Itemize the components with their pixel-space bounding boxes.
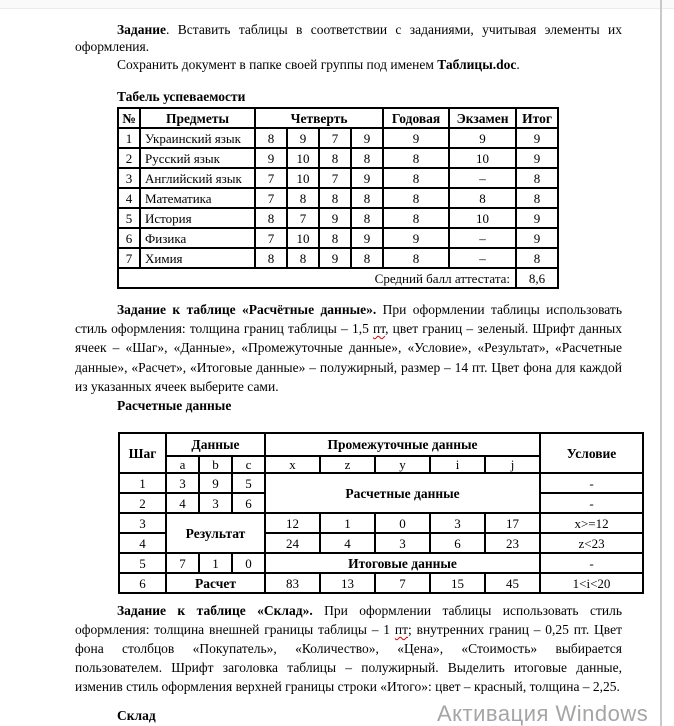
subcolumn-header-c: c bbox=[232, 456, 265, 473]
grade-cell: 7 bbox=[287, 208, 319, 228]
grade-cell: 8 bbox=[351, 248, 383, 268]
data-cell: 7 bbox=[166, 553, 199, 573]
grade-cell: 8 bbox=[383, 188, 449, 208]
table-row bbox=[118, 168, 558, 188]
grade-cell: 8 bbox=[383, 248, 449, 268]
table-row bbox=[118, 208, 558, 228]
calc-task-body-2: , цвет границ – зеленый. Шрифт данных ячеек – «Шаг», «Данные», «Промежуточные данные», «Условие», «Результат», «Расчетные данные», «Расчет», «Итоговые данные» – полужирный, размер – 14 пт. Цвет фона для каждой из указанных ячеек выберите сами. bbox=[75, 321, 622, 394]
grade-cell: 9 bbox=[516, 148, 558, 168]
row-number-cell: 4 bbox=[118, 188, 140, 208]
grade-cell: 8 bbox=[449, 188, 516, 208]
subject-cell: Математика bbox=[140, 188, 255, 208]
table-row bbox=[119, 573, 643, 593]
subject-cell: Украинский язык bbox=[140, 128, 255, 148]
column-header-total: Итог bbox=[516, 108, 558, 128]
subcolumn-header-x: x bbox=[265, 456, 320, 473]
sklad-task-paragraph bbox=[75, 602, 622, 697]
subject-cell: Химия bbox=[140, 248, 255, 268]
subject-cell: Английский язык bbox=[140, 168, 255, 188]
grade-cell: 8 bbox=[319, 188, 351, 208]
data-cell: 4 bbox=[166, 493, 199, 513]
calc-task-lead: Задание к таблице «Расчётные данные». bbox=[117, 302, 377, 317]
condition-cell: - bbox=[540, 473, 643, 493]
sklad-task-body-2: ; внутренних границ – 0,25 пт. Цвет фона столбцов «Покупатель», «Количество», «Цена», «Стоимость» выбирается пользователем. Шрифт заголовка таблицы – полужирный. Выделить итоговые данные, изменив стиль оформления верхней границы строки «Итого»: цвет – красный, толщина – 2,25. bbox=[75, 621, 622, 694]
sklad-task-lead: Задание к таблице «Склад». bbox=[117, 603, 313, 618]
column-header-number: № bbox=[118, 108, 140, 128]
data-cell: 6 bbox=[430, 533, 485, 553]
table-row bbox=[119, 553, 643, 573]
condition-cell: x>=12 bbox=[540, 513, 643, 533]
windows-activation-watermark: Активация Windows bbox=[437, 701, 649, 726]
grade-cell: 10 bbox=[287, 228, 319, 248]
grade-cell: 10 bbox=[449, 148, 516, 168]
data-cell: 15 bbox=[430, 573, 485, 593]
data-cell: 9 bbox=[199, 473, 232, 493]
grade-cell: – bbox=[449, 248, 516, 268]
spellcheck-word: пт bbox=[394, 621, 408, 637]
save-paragraph bbox=[75, 56, 622, 73]
grade-cell: 7 bbox=[255, 168, 287, 188]
subject-cell: История bbox=[140, 208, 255, 228]
grade-cell: – bbox=[449, 168, 516, 188]
calc-table-title: Расчетные данные bbox=[117, 398, 232, 413]
table-row bbox=[118, 228, 558, 248]
grade-cell: 10 bbox=[287, 168, 319, 188]
subject-cell: Физика bbox=[140, 228, 255, 248]
data-cell: 23 bbox=[485, 533, 540, 553]
condition-cell: z<23 bbox=[540, 533, 643, 553]
column-header-condition: Условие bbox=[540, 433, 643, 473]
data-cell: 1 bbox=[320, 513, 375, 533]
condition-cell: - bbox=[540, 493, 643, 513]
task-paragraph-body: . Вставить таблицы в соответствии с заданиями, учитывая элементы их оформления. bbox=[75, 22, 622, 54]
data-cell: 0 bbox=[232, 553, 265, 573]
step-cell: 1 bbox=[119, 473, 166, 493]
task-paragraph bbox=[75, 21, 622, 55]
grade-cell: 9 bbox=[319, 248, 351, 268]
data-cell: 12 bbox=[265, 513, 320, 533]
grade-cell: 8 bbox=[319, 228, 351, 248]
calc-task-body-1: При оформлении таблицы использовать стиль оформления: толщина границ таблицы – 1,5 bbox=[75, 302, 622, 337]
subject-cell: Русский язык bbox=[140, 148, 255, 168]
row-number-cell: 2 bbox=[118, 148, 140, 168]
grade-cell: 8 bbox=[255, 128, 287, 148]
calc-table bbox=[118, 432, 644, 594]
subcolumn-header-y: y bbox=[375, 456, 430, 473]
subcolumn-header-b: b bbox=[199, 456, 232, 473]
column-header-subjects: Предметы bbox=[140, 108, 255, 128]
sklad-task-body-1: При оформлении таблицы использовать стиль оформления: толщина внешней границы таблицы – 1 bbox=[75, 603, 622, 637]
grade-cell: 9 bbox=[516, 228, 558, 248]
data-cell: 3 bbox=[375, 533, 430, 553]
task-paragraph-lead: Задание bbox=[117, 22, 167, 37]
sklad-table-title: Склад bbox=[117, 708, 156, 723]
grade-cell: 10 bbox=[449, 208, 516, 228]
grade-cell: 8 bbox=[383, 148, 449, 168]
data-cell: 5 bbox=[232, 473, 265, 493]
condition-cell: 1<i<20 bbox=[540, 573, 643, 593]
grade-cell: 7 bbox=[255, 228, 287, 248]
data-cell: 13 bbox=[320, 573, 375, 593]
row-number-cell: 7 bbox=[118, 248, 140, 268]
grade-cell: 8 bbox=[255, 248, 287, 268]
table-row bbox=[118, 248, 558, 268]
grade-cell: 9 bbox=[516, 128, 558, 148]
table-row bbox=[118, 128, 558, 148]
spellcheck-word: пт bbox=[373, 321, 386, 337]
step-cell: 4 bbox=[119, 533, 166, 553]
grade-cell: 8 bbox=[351, 208, 383, 228]
page-right-edge bbox=[660, 0, 662, 726]
grades-table bbox=[117, 107, 559, 289]
grade-cell: 9 bbox=[383, 128, 449, 148]
data-cell: 3 bbox=[430, 513, 485, 533]
data-cell: 3 bbox=[199, 493, 232, 513]
column-header-exam: Экзамен bbox=[449, 108, 516, 128]
step-cell: 3 bbox=[119, 513, 166, 533]
grade-cell: 7 bbox=[319, 128, 351, 148]
average-value: 8,6 bbox=[516, 268, 558, 288]
average-label: Средний балл аттестата: bbox=[118, 268, 516, 288]
grade-cell: 9 bbox=[351, 228, 383, 248]
data-cell: 17 bbox=[485, 513, 540, 533]
grade-cell: 10 bbox=[287, 148, 319, 168]
grade-cell: 8 bbox=[351, 148, 383, 168]
column-header-step: Шаг bbox=[119, 433, 166, 473]
subcolumn-header-a: a bbox=[166, 456, 199, 473]
data-cell: 6 bbox=[232, 493, 265, 513]
grade-cell: 8 bbox=[516, 248, 558, 268]
column-header-quarter: Четверть bbox=[255, 108, 383, 128]
data-cell: 83 bbox=[265, 573, 320, 593]
grade-cell: 8 bbox=[516, 188, 558, 208]
grades-header-row bbox=[118, 108, 558, 128]
data-cell: 4 bbox=[320, 533, 375, 553]
row-number-cell: 5 bbox=[118, 208, 140, 228]
grade-cell: 8 bbox=[383, 168, 449, 188]
grade-cell: 9 bbox=[449, 128, 516, 148]
merged-section-cell: Расчет bbox=[166, 573, 265, 593]
grade-cell: 9 bbox=[255, 148, 287, 168]
subcolumn-header-z: z bbox=[320, 456, 375, 473]
grades-footer-row bbox=[118, 268, 558, 288]
column-header-intermediate: Промежуточные данные bbox=[265, 433, 540, 456]
grade-cell: 9 bbox=[383, 228, 449, 248]
step-cell: 5 bbox=[119, 553, 166, 573]
grade-cell: 9 bbox=[351, 168, 383, 188]
step-cell: 2 bbox=[119, 493, 166, 513]
table-row bbox=[118, 188, 558, 208]
grade-cell: 8 bbox=[351, 188, 383, 208]
data-cell: 45 bbox=[485, 573, 540, 593]
row-number-cell: 3 bbox=[118, 168, 140, 188]
save-paragraph-pre: Сохранить документ в папке своей группы под именем bbox=[117, 57, 438, 72]
grade-cell: 8 bbox=[383, 208, 449, 228]
save-filename: Таблицы.doc bbox=[437, 57, 517, 72]
step-cell: 6 bbox=[119, 573, 166, 593]
data-cell: 3 bbox=[166, 473, 199, 493]
row-number-cell: 1 bbox=[118, 128, 140, 148]
calc-task-paragraph bbox=[75, 300, 622, 396]
grade-cell: 7 bbox=[319, 168, 351, 188]
grade-cell: – bbox=[449, 228, 516, 248]
merged-section-cell: Итоговые данные bbox=[265, 553, 540, 573]
condition-cell: - bbox=[540, 553, 643, 573]
data-cell: 0 bbox=[375, 513, 430, 533]
save-paragraph-post: . bbox=[516, 57, 520, 72]
merged-section-cell: Результат bbox=[166, 513, 265, 553]
grade-cell: 9 bbox=[319, 208, 351, 228]
grade-cell: 8 bbox=[319, 148, 351, 168]
column-header-year: Годовая bbox=[383, 108, 449, 128]
grade-cell: 9 bbox=[287, 128, 319, 148]
table-row bbox=[119, 513, 643, 533]
calc-header-row bbox=[119, 433, 643, 456]
subcolumn-header-i: i bbox=[430, 456, 485, 473]
grade-cell: 8 bbox=[516, 168, 558, 188]
grades-table-title: Табель успеваемости bbox=[117, 89, 246, 104]
table-row bbox=[118, 148, 558, 168]
top-strip bbox=[0, 0, 674, 9]
grade-cell: 9 bbox=[516, 208, 558, 228]
data-cell: 7 bbox=[375, 573, 430, 593]
row-number-cell: 6 bbox=[118, 228, 140, 248]
grade-cell: 7 bbox=[255, 188, 287, 208]
grade-cell: 8 bbox=[287, 188, 319, 208]
subcolumn-header-j: j bbox=[485, 456, 540, 473]
column-header-data: Данные bbox=[166, 433, 265, 456]
data-cell: 24 bbox=[265, 533, 320, 553]
table-row bbox=[119, 473, 643, 493]
data-cell: 1 bbox=[199, 553, 232, 573]
grade-cell: 9 bbox=[351, 128, 383, 148]
grade-cell: 8 bbox=[287, 248, 319, 268]
grade-cell: 8 bbox=[255, 208, 287, 228]
merged-section-cell: Расчетные данные bbox=[265, 473, 540, 513]
